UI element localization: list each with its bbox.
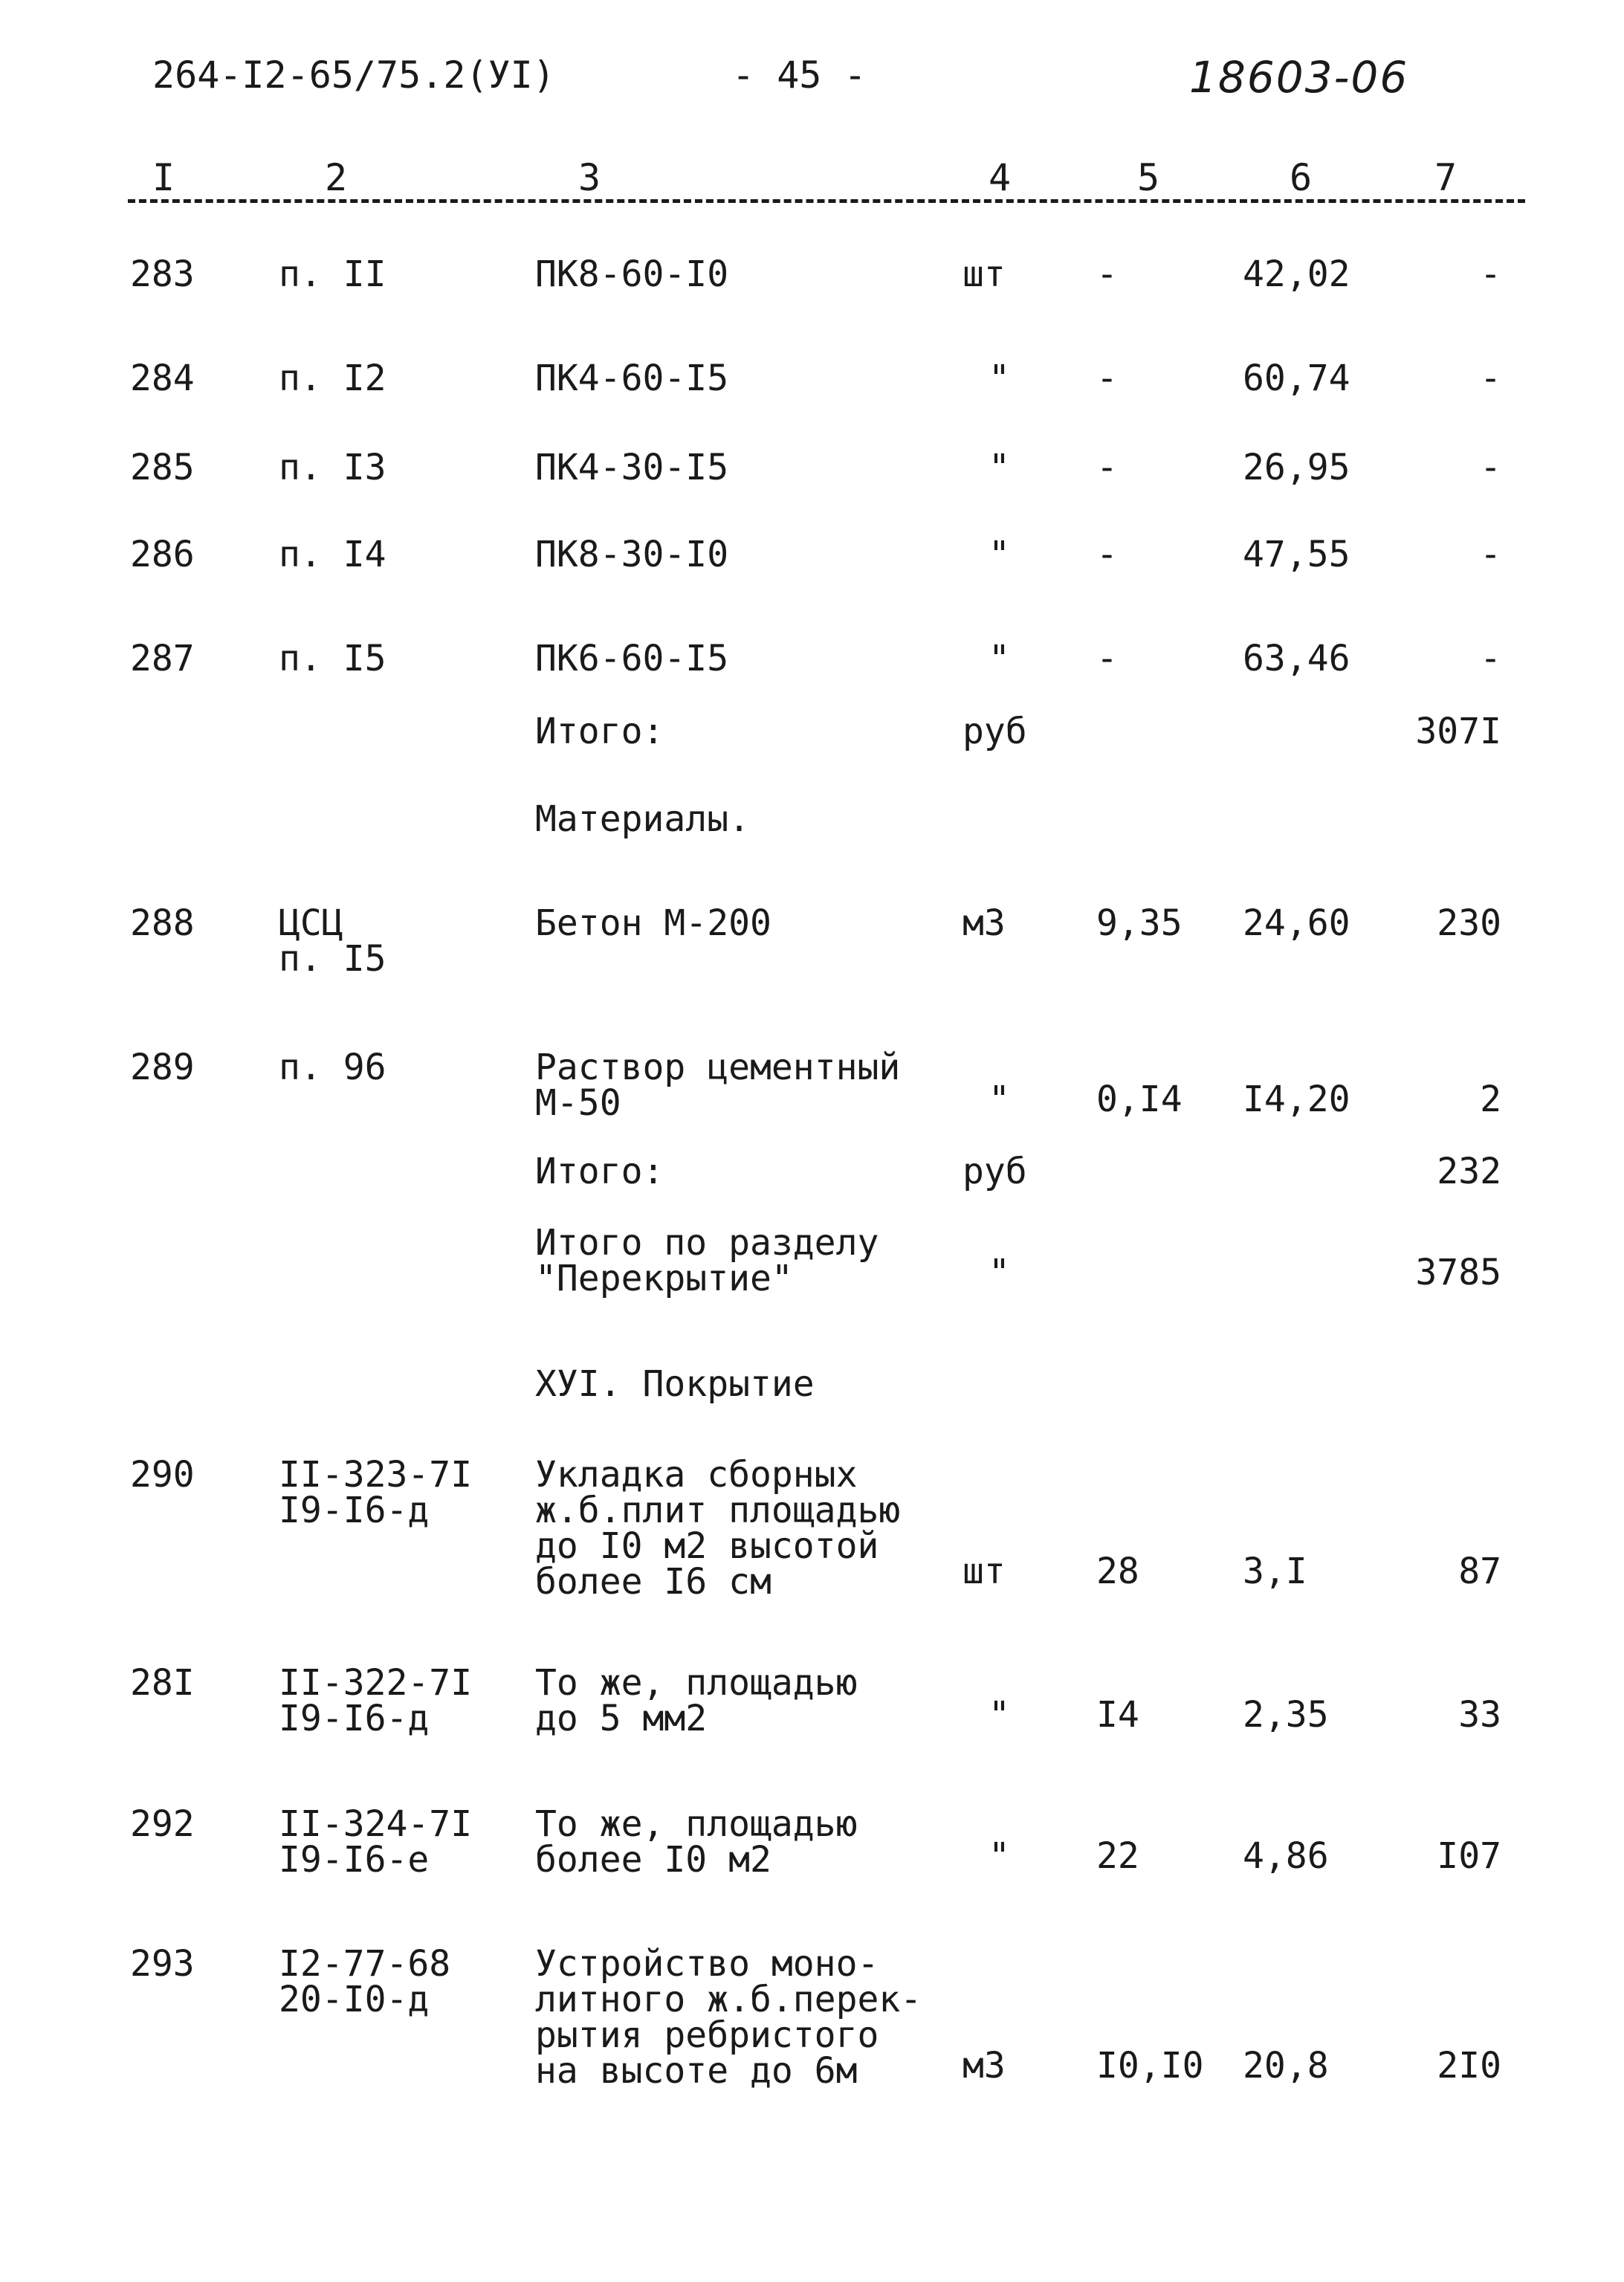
row-number: 287 <box>130 638 195 679</box>
reference-code: п. II <box>279 253 386 295</box>
total-cost: - <box>1480 358 1501 399</box>
page-number: - 45 - <box>732 54 867 97</box>
unit: " <box>989 1079 1010 1120</box>
unit: руб <box>963 711 1027 752</box>
section-heading: ХУI. Покрытие <box>535 1363 815 1405</box>
document-code: 264-I2-65/75.2(УI) <box>152 54 555 97</box>
column-number-6: 6 <box>1290 156 1313 199</box>
unit-price: 20,8 <box>1243 2045 1329 2087</box>
unit: м3 <box>963 2045 1006 2087</box>
header-dashed-rule <box>128 199 1525 203</box>
total-cost: 3785 <box>1415 1252 1501 1293</box>
section-heading: Материалы. <box>535 798 750 840</box>
unit: " <box>989 447 1010 488</box>
total-cost: - <box>1480 253 1501 295</box>
quantity: - <box>1096 534 1118 575</box>
total-cost: 87 <box>1458 1551 1501 1592</box>
reference-code: п. I2 <box>279 358 386 399</box>
total-cost: - <box>1480 534 1501 575</box>
unit: м3 <box>963 902 1006 944</box>
row-number: 293 <box>130 1943 195 1985</box>
item-name: То же, площадью до 5 мм2 <box>535 1662 858 1739</box>
item-name: Укладка сборных ж.б.плит площадью до I0 м2 высотой более I6 см <box>535 1454 901 1603</box>
column-number-4: 4 <box>989 156 1012 199</box>
column-number-3: 3 <box>578 156 601 199</box>
quantity: 9,35 <box>1096 902 1183 944</box>
item-name: ПК4-60-I5 <box>535 358 729 399</box>
quantity: 22 <box>1096 1835 1139 1877</box>
unit: " <box>989 1252 1010 1293</box>
quantity: 0,I4 <box>1096 1079 1183 1120</box>
total-cost: 2 <box>1480 1079 1501 1120</box>
total-cost: 2I0 <box>1437 2045 1501 2087</box>
quantity: I4 <box>1096 1694 1139 1736</box>
total-cost: I07 <box>1437 1835 1501 1877</box>
archive-number: 18603-06 <box>1189 52 1409 103</box>
item-name: Устройство моно- литного ж.б.перек- рытия ребристого на высоте до 6м <box>535 1943 922 2092</box>
reference-code: II-322-7I I9-I6-д <box>279 1662 473 1739</box>
reference-code: п. I5 <box>279 638 386 679</box>
item-name: ПК8-30-I0 <box>535 534 729 575</box>
unit-price: 42,02 <box>1243 253 1350 295</box>
unit: " <box>989 1694 1010 1736</box>
row-number: 292 <box>130 1803 195 1845</box>
row-number: 286 <box>130 534 195 575</box>
quantity: - <box>1096 358 1118 399</box>
reference-code: ЦСЦ п. I5 <box>279 902 386 980</box>
subtotal-label: Итого: <box>535 1151 664 1192</box>
unit-price: 4,86 <box>1243 1835 1329 1877</box>
section-total-label: Итого по разделу "Перекрытие" <box>535 1222 879 1299</box>
unit: шт <box>963 253 1006 295</box>
item-name: Раствор цементный М-50 <box>535 1047 901 1124</box>
row-number: 285 <box>130 447 195 488</box>
item-name: Бетон М-200 <box>535 902 771 944</box>
subtotal-label: Итого: <box>535 711 664 752</box>
row-number: 288 <box>130 902 195 944</box>
unit-price: 3,I <box>1243 1551 1307 1592</box>
unit: " <box>989 638 1010 679</box>
column-number-7: 7 <box>1434 156 1458 199</box>
unit-price: 63,46 <box>1243 638 1350 679</box>
unit: " <box>989 1835 1010 1877</box>
total-cost: 33 <box>1458 1694 1501 1736</box>
item-name: То же, площадью более I0 м2 <box>535 1803 858 1881</box>
column-number-1: I <box>152 156 175 199</box>
unit: " <box>989 358 1010 399</box>
item-name: ПК6-60-I5 <box>535 638 729 679</box>
unit-price: 2,35 <box>1243 1694 1329 1736</box>
column-number-2: 2 <box>325 156 348 199</box>
unit: " <box>989 534 1010 575</box>
row-number: 290 <box>130 1454 195 1496</box>
reference-code: п. I3 <box>279 447 386 488</box>
total-cost: 230 <box>1437 902 1501 944</box>
reference-code: п. 96 <box>279 1047 386 1088</box>
item-name: ПК4-30-I5 <box>535 447 729 488</box>
unit: шт <box>963 1551 1006 1592</box>
total-cost: - <box>1480 638 1501 679</box>
unit-price: 24,60 <box>1243 902 1350 944</box>
item-name: ПК8-60-I0 <box>535 253 729 295</box>
total-cost: 232 <box>1437 1151 1501 1192</box>
total-cost: - <box>1480 447 1501 488</box>
reference-code: II-323-7I I9-I6-д <box>279 1454 473 1531</box>
row-number: 289 <box>130 1047 195 1088</box>
unit: руб <box>963 1151 1027 1192</box>
quantity: I0,I0 <box>1096 2045 1204 2087</box>
total-cost: 307I <box>1415 711 1501 752</box>
quantity: 28 <box>1096 1551 1139 1592</box>
unit-price: 47,55 <box>1243 534 1350 575</box>
reference-code: I2-77-68 20-I0-д <box>279 1943 451 2020</box>
row-number: 28I <box>130 1662 195 1704</box>
unit-price: 60,74 <box>1243 358 1350 399</box>
quantity: - <box>1096 253 1118 295</box>
column-number-5: 5 <box>1137 156 1160 199</box>
reference-code: п. I4 <box>279 534 386 575</box>
unit-price: I4,20 <box>1243 1079 1350 1120</box>
row-number: 284 <box>130 358 195 399</box>
reference-code: II-324-7I I9-I6-е <box>279 1803 473 1881</box>
row-number: 283 <box>130 253 195 295</box>
quantity: - <box>1096 447 1118 488</box>
unit-price: 26,95 <box>1243 447 1350 488</box>
quantity: - <box>1096 638 1118 679</box>
